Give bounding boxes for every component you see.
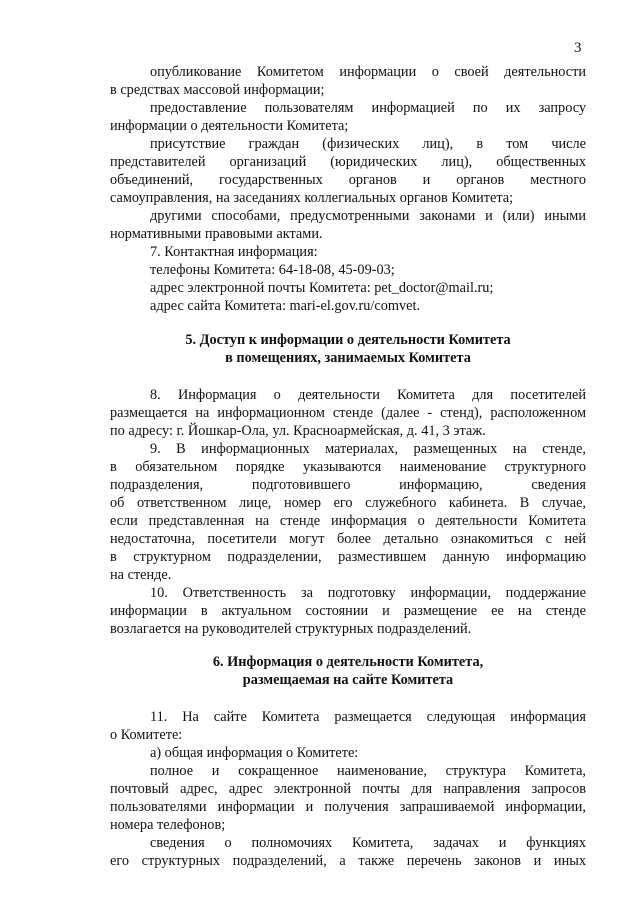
text-line: полное и сокращенное наименование, структура Комитета,	[150, 763, 586, 779]
text-line: 8. Информация о деятельности Комитета для посетителей	[150, 387, 586, 403]
text-line: адрес электронной почты Комитета: pet_doctor@mail.ru;	[150, 280, 494, 296]
text-line: 7. Контактная информация:	[150, 244, 318, 260]
text-line: представителей организаций (юридических лиц), общественных	[110, 154, 586, 170]
text-line: 11. На сайте Комитета размещается следующая информация	[150, 709, 586, 725]
text-line: присутствие граждан (физических лиц), в том числе	[150, 136, 586, 152]
text-line: на стенде.	[110, 567, 172, 583]
text-line: его структурных подразделений, а также перечень законов и иных	[110, 853, 586, 869]
text-line: телефоны Комитета: 64-18-08, 45-09-03;	[150, 262, 395, 278]
text-line: в структурном подразделении, разместившем данную информацию	[110, 549, 586, 565]
text-line: сведения о полномочиях Комитета, задачах и функциях	[150, 835, 586, 851]
text-line: информации о деятельности Комитета;	[110, 118, 349, 134]
text-line: самоуправления, на заседаниях коллегиальных органов Комитета;	[110, 190, 514, 206]
text-line: в средствах массовой информации;	[110, 82, 325, 98]
text-line: 10. Ответственность за подготовку информации, поддержание	[150, 585, 586, 601]
text-line: почтовый адрес, адрес электронной почты для направления запросов	[110, 781, 586, 797]
text-line: опубликование Комитетом информации о своей деятельности	[150, 64, 586, 80]
text-line: адрес сайта Комитета: mari-el.gov.ru/comvet.	[150, 298, 421, 314]
text-line: информации в актуальном состоянии и размещение ее на стенде	[110, 603, 586, 619]
text-line: пользователями информации и получения запрашиваемой информации,	[110, 799, 586, 815]
section-heading: размещаемая на сайте Комитета	[242, 672, 454, 688]
text-line: объединений, государственных органов и органов местного	[110, 172, 586, 188]
text-line: нормативными правовыми актами.	[110, 226, 323, 242]
text-line: в обязательном порядке указываются наименование структурного	[110, 459, 586, 475]
text-line: предоставление пользователям информацией по их запросу	[150, 100, 586, 116]
text-line: об ответственном лице, номер его служебного кабинета. В случае,	[110, 495, 586, 511]
text-line: недостаточна, посетители могут более детально ознакомиться с ней	[110, 531, 586, 547]
section-heading: 6. Информация о деятельности Комитета,	[212, 654, 484, 670]
text-line: размещается на информационном стенде (далее - стенд), расположенном	[110, 405, 586, 421]
section-heading: в помещениях, занимаемых Комитета	[225, 350, 471, 366]
section-heading: 5. Доступ к информации о деятельности Комитета	[185, 332, 511, 348]
text-line: номера телефонов;	[110, 817, 226, 833]
text-line: возлагается на руководителей структурных подразделений.	[110, 621, 472, 637]
text-line: другими способами, предусмотренными законами и (или) иными	[150, 208, 586, 224]
text-line: подразделения, подготовившего информацию, сведения	[110, 477, 586, 493]
page-number: 3	[574, 40, 582, 56]
text-line: по адресу: г. Йошкар-Ола, ул. Красноармейская, д. 41, 3 этаж.	[110, 423, 486, 439]
text-line: если представленная на стенде информация о деятельности Комитета	[110, 513, 586, 529]
text-line: 9. В информационных материалах, размещенных на стенде,	[150, 441, 586, 457]
text-line: о Комитете:	[110, 727, 183, 743]
text-line: а) общая информация о Комитете:	[150, 745, 359, 761]
